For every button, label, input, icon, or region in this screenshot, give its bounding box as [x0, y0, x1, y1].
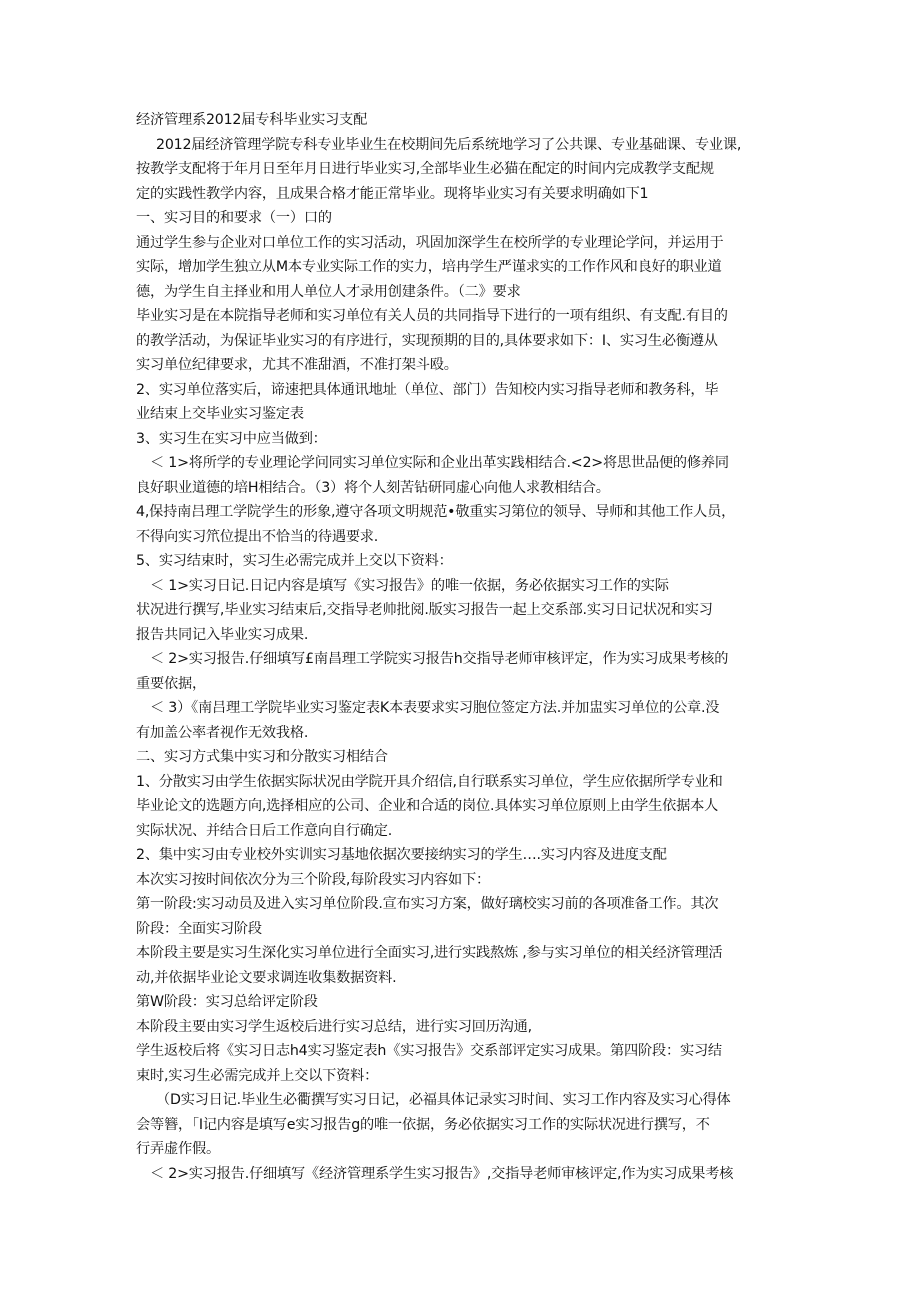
text-line: 2、实习单位落实后，谛速把具体通讯地址（单位、部门）告知校内实习指导老师和教务科，毕 [136, 381, 719, 398]
text-line: 业结束上交毕业实习鉴定表 [136, 406, 304, 422]
text-line: 重要依据， [136, 675, 206, 692]
text-line: 第一阶段:实习动员及进入实习单位阶段.宣布实习方案，做好璃校实习前的各项准备工作。其次 [136, 896, 719, 912]
text-line: 2012届经济管理学院专科专业毕业生在校期间先后系统地学习了公共课、专业基础课、专业课, [156, 136, 742, 153]
text-line: 通过学生参与企业对口单位工作的实习活动，巩固加深学生在校所学的专业理论学问，并运用于 [136, 234, 724, 251]
document-body [136, 108, 786, 1186]
text-line: 毕业论文的选题方向,选择相应的公司、企业和合适的岗位.具体实习单位原则上由学生依据本人 [136, 798, 719, 814]
text-line: 本阶段主要由实习学生返校后进行实习总结，进行实习回历沟通, [136, 1018, 532, 1035]
text-line: 一、实习目的和要求（一）口的 [136, 210, 332, 226]
text-line: 2、集中实习由专业校外实训实习基地依据次要接纳实习的学生….实习内容及进度支配 [136, 847, 667, 863]
text-line: 二、实习方式集中实习和分散实习相结合 [136, 749, 388, 765]
text-line: 定的实践性教学内容，且成果合格才能正常毕业。现将毕业实习有关要求明确如下1 [136, 185, 649, 202]
text-line: ＜ 2>实习报告.仔细填写《经济管理系学生实习报告》,交指导老师审核评定,作为实习成果考核 [150, 1165, 734, 1182]
text-line: 德，为学生自主择业和用人单位人才录用创建条件。（二》要求 [136, 283, 521, 300]
text-line: 良好职业道德的培H相结合。（3）将个人刻苦钻研同虚心向他人求教相结合。 [136, 479, 610, 496]
text-line: 会等簪，「I记内容是填写e实习报告g的唯一依据，务必依据实习工作的实际状况进行撰写，不 [136, 1116, 710, 1133]
text-line: 状况进行撰写,毕业实习结束后,交指导老帅批阅.版实习报告一起上交系部.实习日记状况和实习 [136, 602, 713, 618]
text-line: ＜ 1>将所学的专业理论学问同实习单位实际和企业出革实践相结合.<2>将思世品便的修养同 [150, 455, 729, 471]
text-line: （D实习日记.毕业生必衢撰写实习日记，必福具体记录实习时间、实习工作内容及实习心得体 [156, 1092, 731, 1108]
text-line: 实习单位纪律要求，尤其不准甜酒，不准打架斗殴。 [136, 357, 458, 373]
text-line: 4,保持南吕理工学院学生的形象,遵守各项文明规范•敬重实习第位的领导、导师和其他工作人员， [136, 504, 736, 520]
text-line: 本阶段主要是实习生深化实习单位进行全面实习,进行实践熬炼 ,参与实习单位的相关经济管理活 [136, 945, 723, 961]
text-line: 第W阶段：实习总给评定阶段 [136, 994, 318, 1010]
text-line: 5、实习结束时，实习生必需完成并上交以下资料： [136, 553, 453, 569]
text-line: 3、实习生在实习中应当做到： [136, 430, 327, 447]
text-line: 行弄虚作假。 [136, 1141, 220, 1157]
text-line: 不得向实习笊位提出不恰当的待遇要求. [136, 528, 379, 545]
text-line: 实际，增加学生独立从M本专业实际工作的实力，培冉学生严谨求实的工作作风和良好的职业道 [136, 259, 722, 275]
text-line: 学生返校后将《实习日志h4实习鉴定表h《实习报告》交系部评定实习成果。第四阶段：实习结 [136, 1043, 722, 1059]
text-line: 报告共同记入毕业实习成果. [136, 626, 309, 643]
text-line: 阶段：全面实习阶段 [136, 920, 262, 937]
text-line: 1、分散实习由学生依据实际状况由学院开具介绍信,自行联系实习单位，学生应依据所学专业和 [136, 773, 723, 790]
text-line: ＜ 1>实习日记.日记内容是填写《实习报告》的唯一依据，务必依据实习工作的实际 [150, 577, 669, 594]
text-line: 的教学活动，为保证毕业实习的有序进行，实现预期的目的,具体要求如下：I、实习生必衡遵从 [136, 332, 718, 349]
text-line: 毕业实习是在本院指导老师和实习单位有关人员的共同指导下进行的一项有组织、有支配.有目的 [136, 308, 728, 324]
text-line: 按教学支配将于年月日至年月日进行毕业实习,全部毕业生必猫在配定的时间内完成教学支配规 [136, 161, 714, 177]
text-line: 束时,实习生必需完成并上交以下资料： [136, 1067, 379, 1084]
text-line: ＜ 2>实习报告.仔细填写£南昌理工学院实习报告h交指导老师审核评定，作为实习成果考核的 [150, 651, 729, 667]
text-line: ＜ 3）《南吕理工学院毕业实习鉴定表K本表要求实习胞位签定方法.并加盅实习单位的公章.没 [150, 700, 720, 716]
text-line: 有加盖公率者视作无效我格. [136, 724, 309, 741]
text-line: 实际状况、并结合日后工作意向自行确定. [136, 822, 393, 839]
text-line: 动,并依据毕业论文要求调连收集数据资料. [136, 969, 397, 986]
text-line: 本次实习按时间依次分为三个阶段,每阶段实习内容如下： [136, 871, 490, 888]
text-line: 经济管理系2012届专科毕业实习支配 [136, 112, 368, 128]
